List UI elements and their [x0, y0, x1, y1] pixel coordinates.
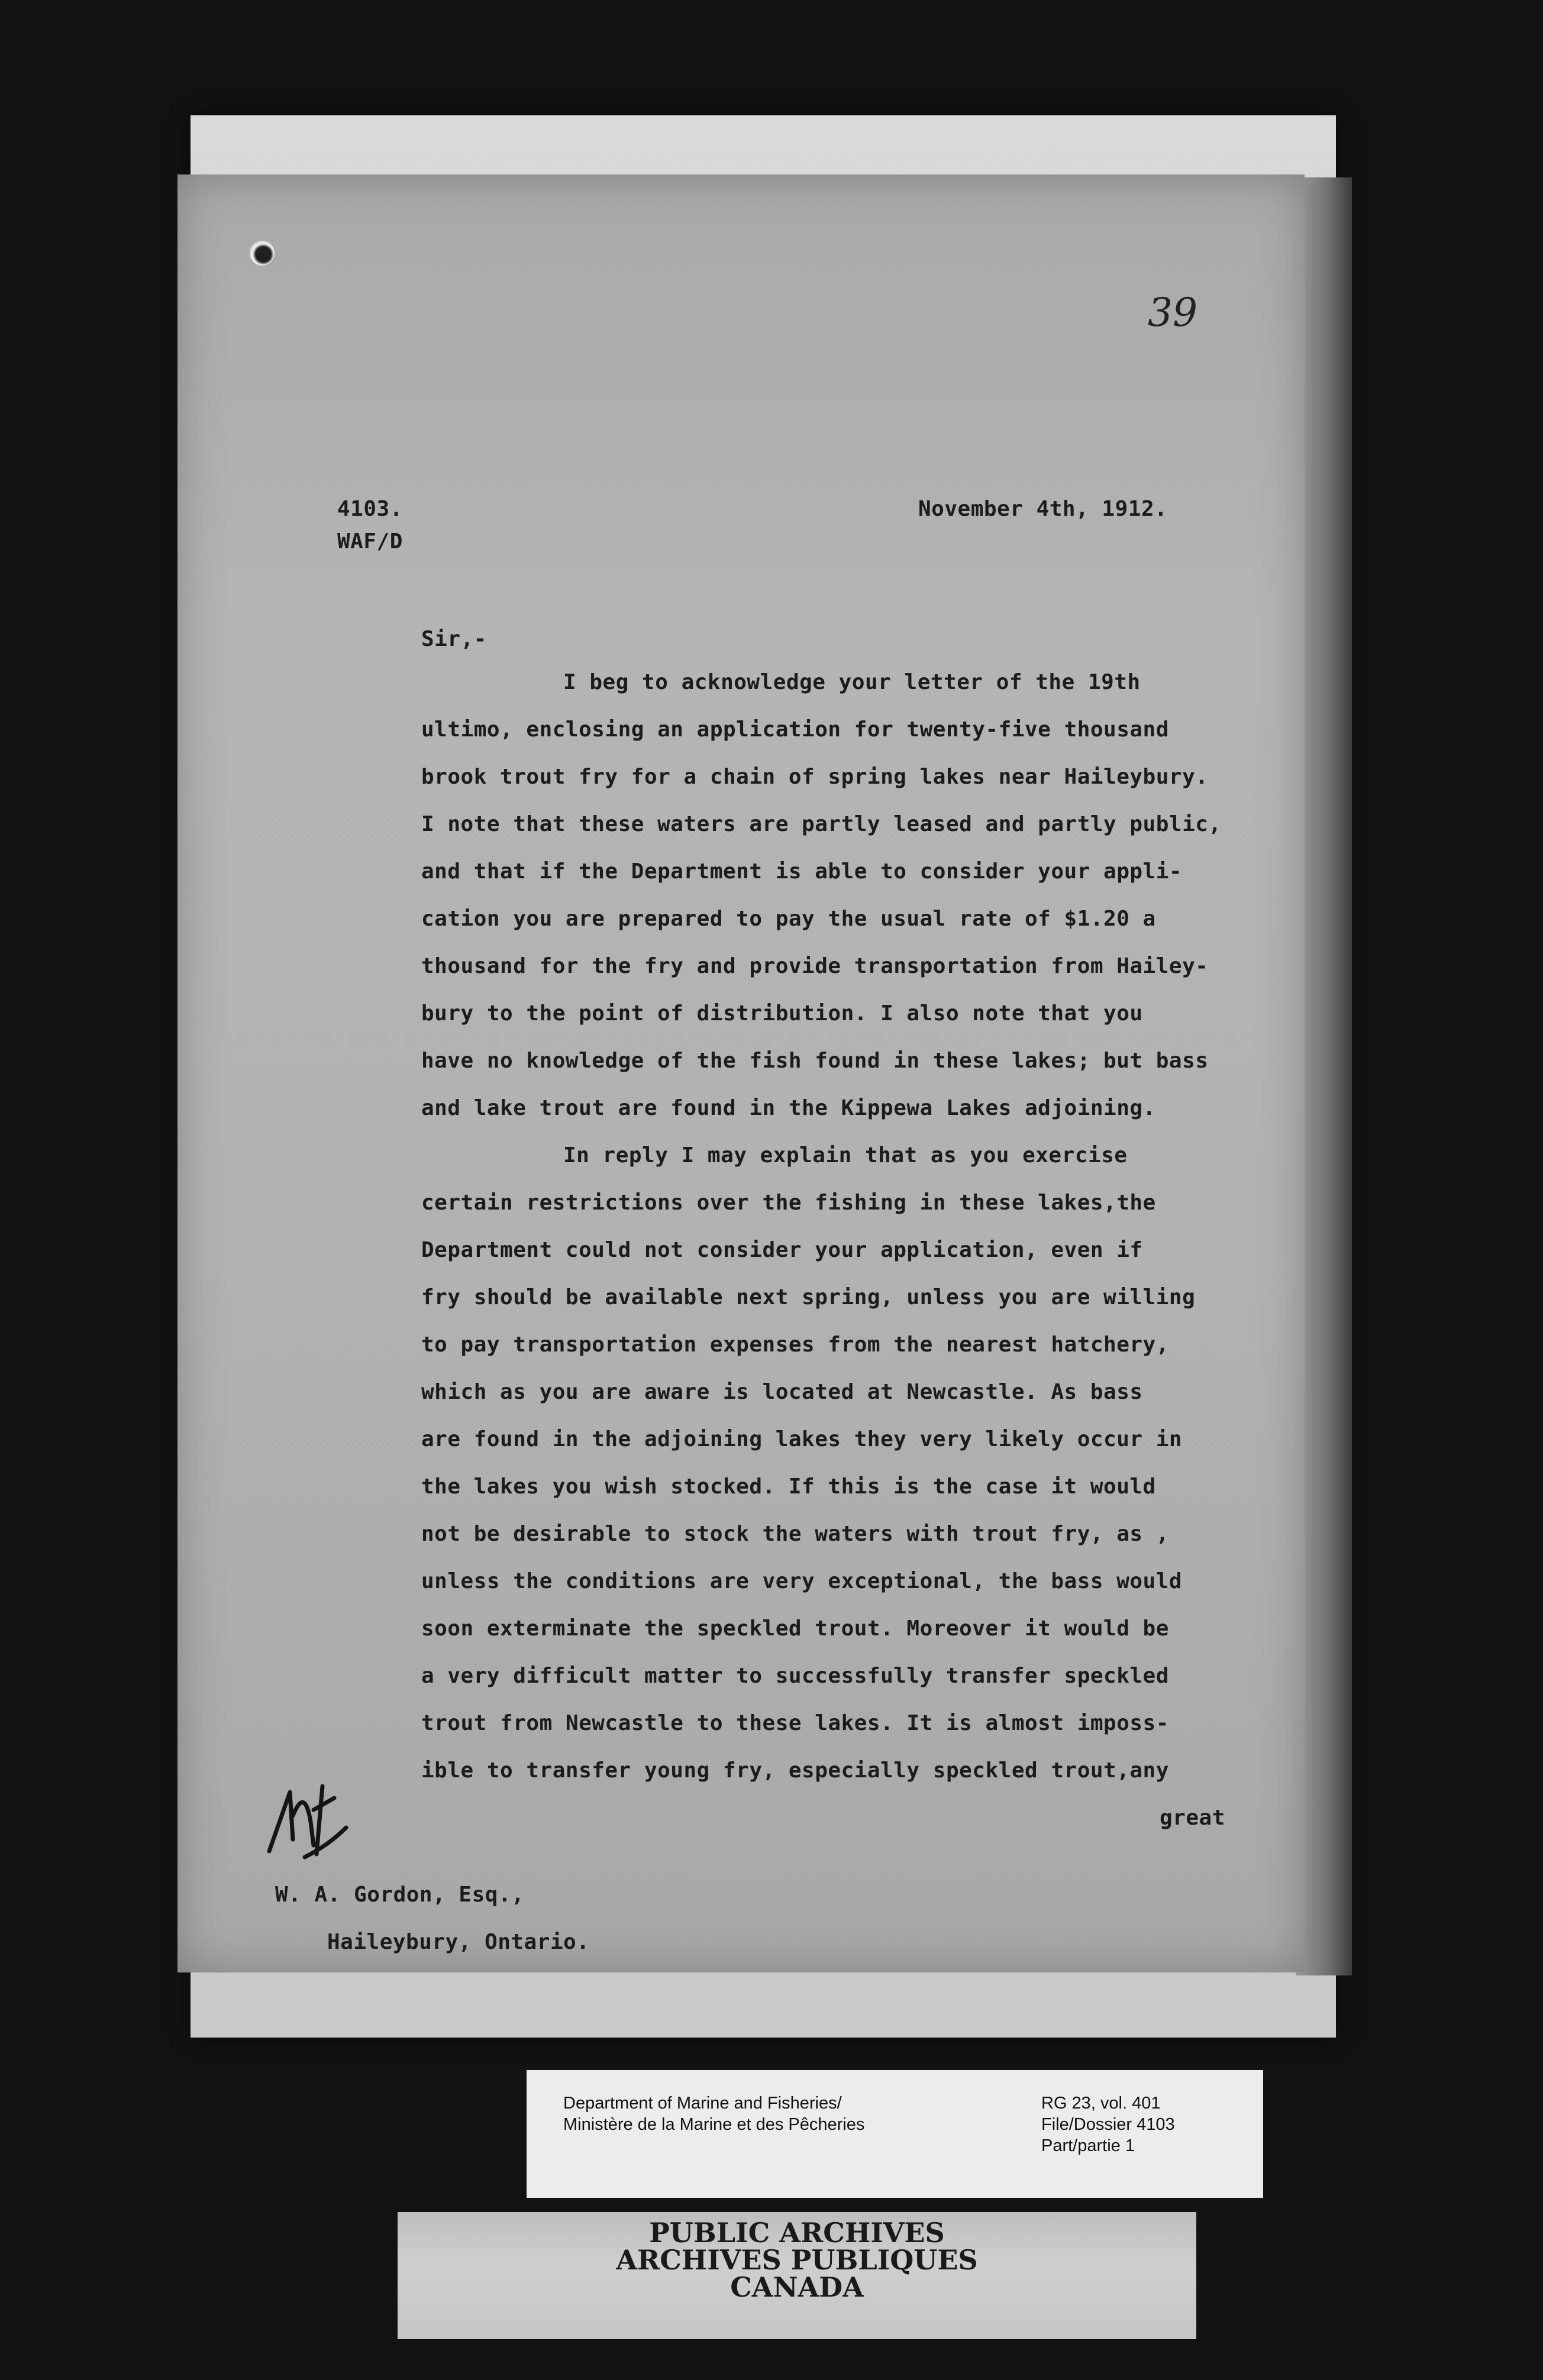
addressee-place: Haileybury, Ontario. [327, 1930, 590, 1954]
body-line: brook trout fry for a chain of spring lakes near Haileybury. [421, 765, 1209, 789]
salutation: Sir,- [421, 627, 487, 651]
body-line: cation you are prepared to pay the usual rate of $1.20 a [421, 907, 1156, 931]
department-english: Department of Marine and Fisheries/ [563, 2094, 842, 2113]
body-line: ible to transfer young fry, especially speckled trout,any [421, 1758, 1169, 1783]
body-line: fry should be available next spring, unless you are willing [421, 1285, 1196, 1309]
continuation-word: great [1160, 1806, 1225, 1830]
body-line: are found in the adjoining lakes they very likely occur in [421, 1427, 1183, 1451]
body-line: to pay transportation expenses from the nearest hatchery, [421, 1333, 1169, 1357]
body-line: certain restrictions over the fishing in these lakes,the [421, 1191, 1156, 1215]
record-group: RG 23, vol. 401 [1041, 2094, 1161, 2113]
body-line: trout from Newcastle to these lakes. It is almost imposs- [421, 1711, 1169, 1735]
addressee-name: W. A. Gordon, Esq., [275, 1883, 525, 1907]
file-dossier: File/Dossier 4103 [1041, 2115, 1175, 2134]
body-line: I beg to acknowledge your letter of the 19th [563, 670, 1141, 694]
body-line: the lakes you wish stocked. If this is the case it would [421, 1474, 1156, 1499]
body-line: which as you are aware is located at Newcastle. As bass [421, 1380, 1143, 1404]
body-line: ultimo, enclosing an application for twenty-five thousand [421, 717, 1169, 742]
body-line: bury to the point of distribution. I also note that you [421, 1001, 1143, 1026]
signature-initials-icon [257, 1774, 352, 1863]
body-line: In reply I may explain that as you exercise [563, 1143, 1128, 1168]
part-partie: Part/partie 1 [1041, 2136, 1135, 2155]
body-line: unless the conditions are very exceptional, the bass would [421, 1569, 1183, 1593]
stamp-line-public-archives: PUBLIC ARCHIVES [649, 2217, 945, 2249]
body-line: soon exterminate the speckled trout. Moreover it would be [421, 1616, 1169, 1641]
stamp-line-canada: CANADA [730, 2271, 864, 2303]
file-reference: 4103. [337, 497, 403, 521]
punch-hole [250, 241, 275, 266]
body-line: and that if the Department is able to consider your appli- [421, 859, 1183, 884]
typist-initials: WAF/D [337, 529, 403, 554]
body-line: Department could not consider your application, even if [421, 1238, 1143, 1262]
archive-stamp [398, 2212, 1196, 2339]
archive-reference-label [527, 2070, 1263, 2198]
department-french: Ministère de la Marine et des Pêcheries [563, 2115, 865, 2134]
body-line: and lake trout are found in the Kippewa Lakes adjoining. [421, 1096, 1156, 1120]
body-line: not be desirable to stock the waters with trout fry, as , [421, 1522, 1169, 1546]
body-line: have no knowledge of the fish found in these lakes; but bass [421, 1049, 1209, 1073]
letter-date: November 4th, 1912. [918, 497, 1168, 521]
letter-page [177, 174, 1305, 1972]
stamp-line-archives-publiques: ARCHIVES PUBLIQUES [616, 2244, 978, 2276]
body-line: thousand for the fry and provide transportation from Hailey- [421, 954, 1209, 978]
body-line: a very difficult matter to successfully transfer speckled [421, 1664, 1169, 1688]
body-line: I note that these waters are partly leased and partly public, [421, 812, 1222, 836]
handwritten-page-number: 39 [1148, 290, 1197, 335]
